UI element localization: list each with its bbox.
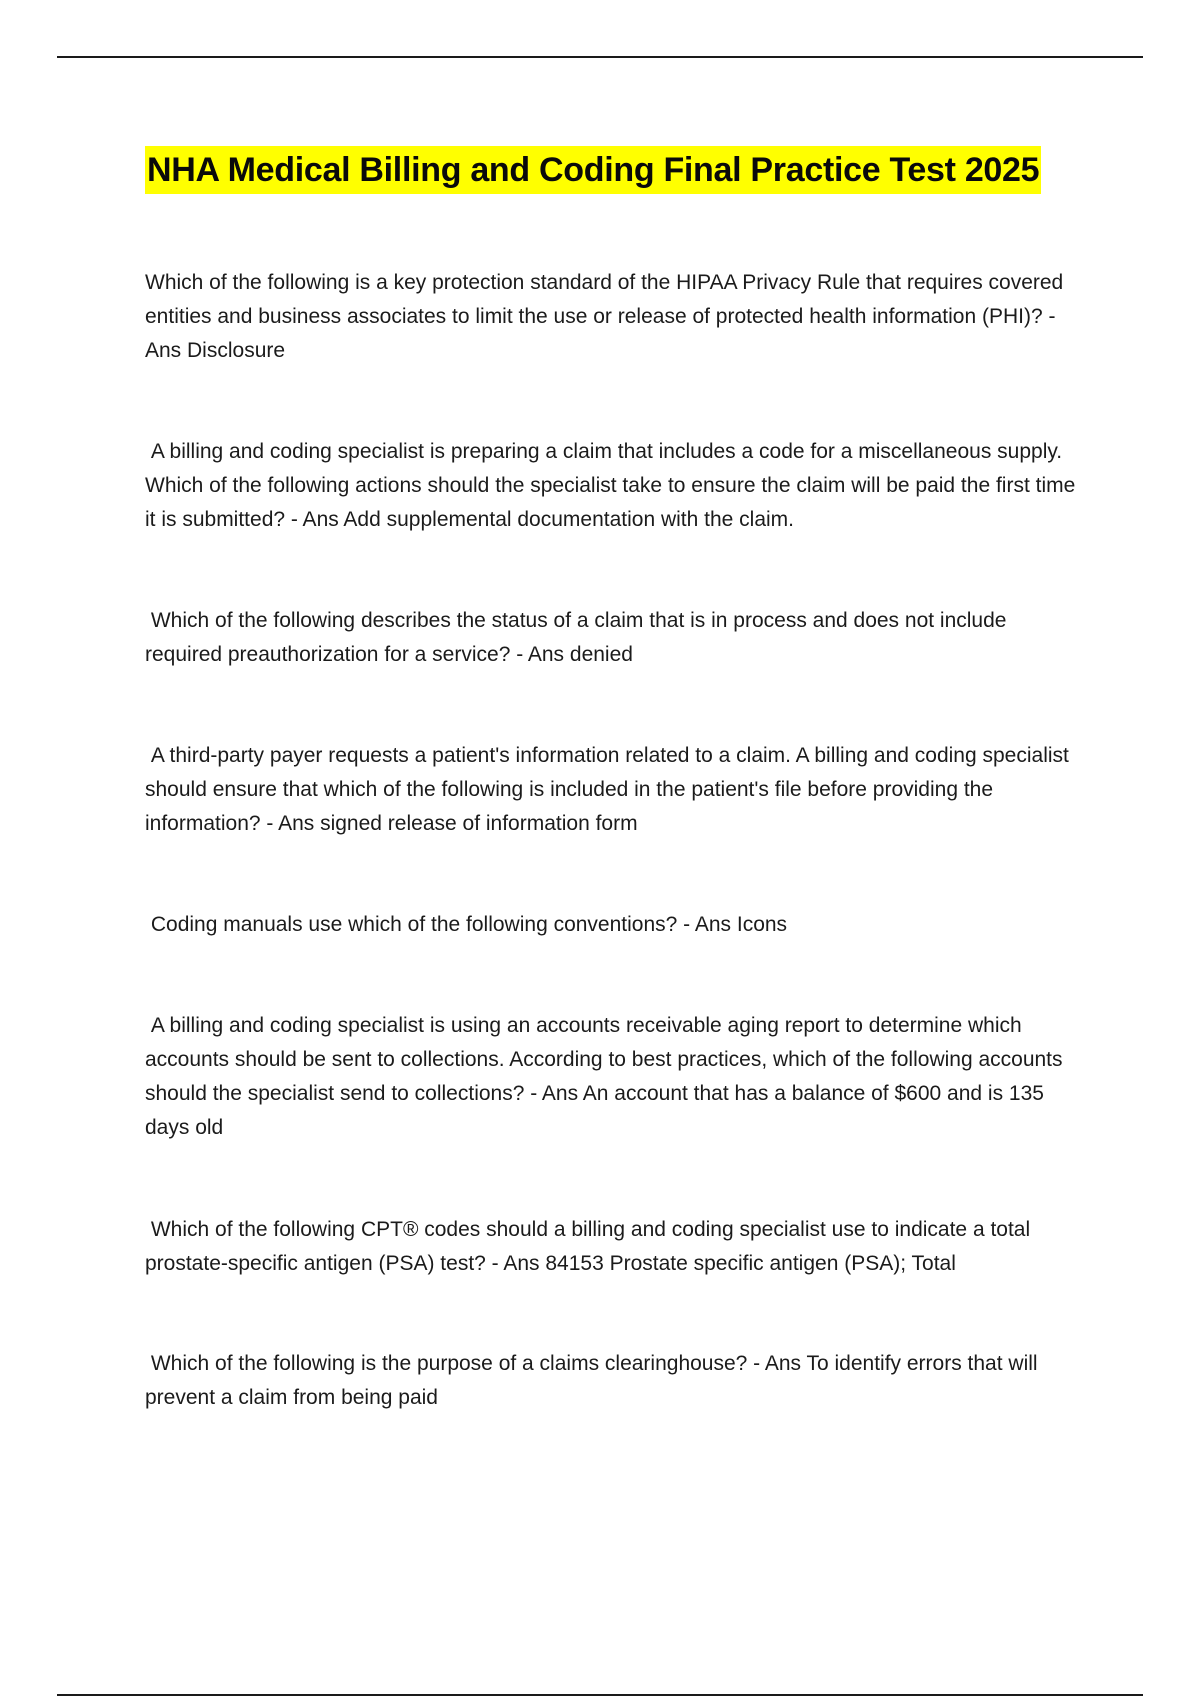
top-rule xyxy=(57,56,1143,58)
question-item: A third-party payer requests a patient's information related to a claim. A billing and coding specialist should ensure that which of the following is included in the patient's file before providing the information? - Ans signed release of information form xyxy=(145,744,1075,835)
question-item: Which of the following is a key protection standard of the HIPAA Privacy Rule that requires covered entities and business associates to limit the use or release of protected health information (PHI)? - Ans Disclosure xyxy=(145,271,1070,362)
question-item: A billing and coding specialist is using an accounts receivable aging report to determine which accounts should be sent to collections. According to best practices, which of the following accounts should the specialist send to collections? - Ans An account that has a balance of $600 and is 135 days old xyxy=(145,1014,1069,1139)
question-item: Which of the following describes the status of a claim that is in process and does not include required preauthorization for a service? - Ans denied xyxy=(145,609,1013,666)
title-block xyxy=(145,146,1041,194)
bottom-rule xyxy=(57,1694,1143,1696)
question-item: A billing and coding specialist is preparing a claim that includes a code for a miscellaneous supply. Which of the following actions should the specialist take to ensure the claim will be paid the first time it is submitted? - Ans Add supplemental documentation with the claim. xyxy=(145,440,1082,531)
question-item: Which of the following CPT® codes should a billing and coding specialist use to indicate a total prostate-specific antigen (PSA) test? - Ans 84153 Prostate specific antigen (PSA); Total xyxy=(145,1218,1036,1275)
question-item: Which of the following is the purpose of a claims clearinghouse? - Ans To identify errors that will prevent a claim from being paid xyxy=(145,1352,1044,1409)
page-title: NHA Medical Billing and Coding Final Practice Test 2025 xyxy=(145,146,1041,194)
question-item: Coding manuals use which of the following conventions? - Ans Icons xyxy=(145,913,788,936)
